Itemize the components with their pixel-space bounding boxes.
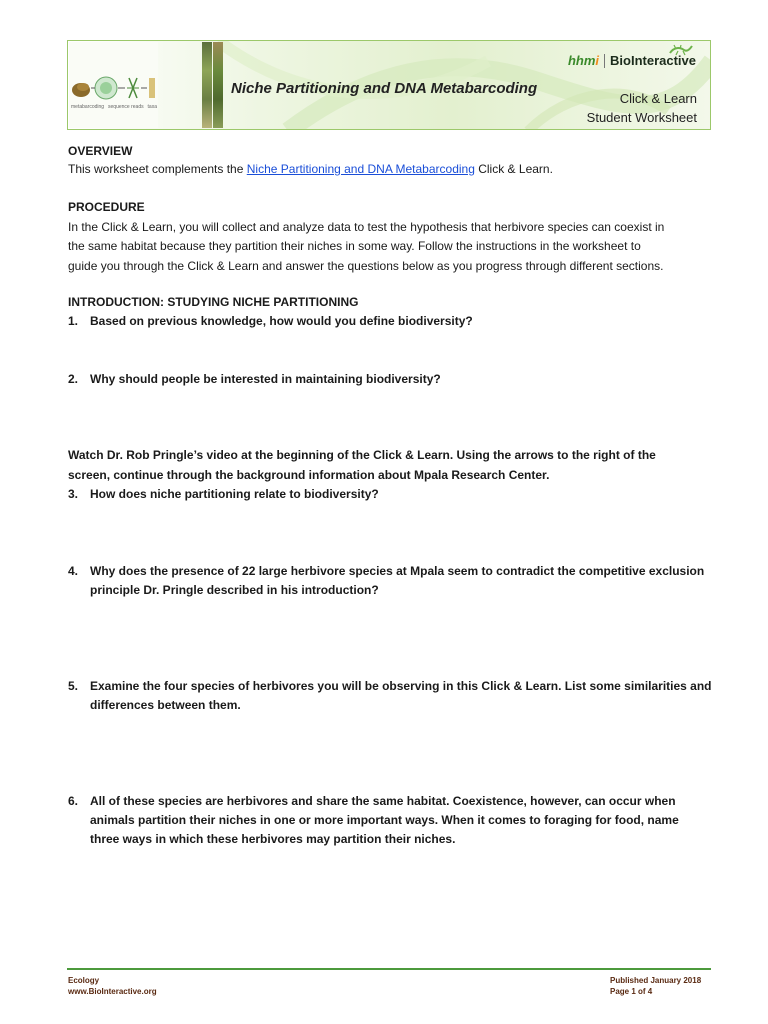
click-and-learn-link[interactable]: Niche Partitioning and DNA Metabarcoding [246,162,475,176]
footer-subject: Ecology [68,976,100,985]
footer-page-number: Page 1 of 4 [610,987,653,996]
procedure-line: the same habitat because they partition their niches in some way. Follow the instructions in the worksheet to [68,239,641,253]
question-text: Based on previous knowledge, how would you define biodiversity? [90,314,473,328]
metabarcoding-diagram-icon [69,42,158,128]
question-text: principle Dr. Pringle described in his introduction? [90,583,379,597]
logo-divider [604,54,605,68]
photo-strip [213,42,223,128]
question-number: 4. [68,564,79,578]
thumbnail-label: sequence reads [108,104,144,110]
procedure-line: In the Click & Learn, you will collect and analyze data to test the hypothesis that herbivore species can coexist in [68,220,665,234]
question-text: three ways in which these herbivores may partition their niches. [90,832,456,846]
question-number: 1. [68,314,79,328]
footer-divider [67,968,711,970]
biointeractive-logo[interactable] [568,53,696,68]
hhmi-logo-text: hhmi [567,53,600,68]
question-text: Why does the presence of 22 large herbivore species at Mpala seem to contradict the competitive exclusion [90,564,705,578]
brand-name: BioInteractive [610,53,696,68]
instruction-line: screen, continue through the background information about Mpala Research Center. [68,468,550,482]
question-number: 2. [68,372,79,386]
question-number: 3. [68,487,79,501]
question-text: Examine the four species of herbivores you will be observing in this Click & Learn. List some similarities and [90,679,712,693]
page-title: Niche Partitioning and DNA Metabarcoding [231,80,538,97]
question-number: 6. [68,794,79,808]
instruction-line: Watch Dr. Rob Pringle’s video at the beginning of the Click & Learn. Using the arrows to the right of the [68,448,656,462]
thumbnail-labels [71,104,157,110]
thumbnail-label: metabarcoding [71,104,105,110]
subtitle-line: Click & Learn [619,91,697,106]
question-text: How does niche partitioning relate to biodiversity? [90,487,379,501]
thumbnail-label: taxa [147,104,157,110]
procedure-heading: PROCEDURE [68,200,145,214]
photo-strip [202,42,212,128]
question-text: All of these species are herbivores and share the same habitat. Coexistence, however, can occur when [90,794,676,808]
footer-website-link[interactable]: www.BioInteractive.org [68,987,157,996]
banner-subtitle [587,89,697,127]
procedure-line: guide you through the Click & Learn and answer the questions below as you progress through different sections. [68,259,664,273]
footer-right [610,975,701,997]
question-number: 5. [68,679,79,693]
overview-heading: OVERVIEW [68,144,133,158]
overview-text: This worksheet complements the Niche Partitioning and DNA Metabarcoding Click & Learn. [68,162,553,176]
footer-published-date: Published January 2018 [610,976,702,985]
question-text: Why should people be interested in maintaining biodiversity? [90,372,441,386]
footer-left [68,975,157,997]
introduction-heading: INTRODUCTION: STUDYING NICHE PARTITIONING [68,295,359,309]
subtitle-line: Student Worksheet [586,110,697,125]
question-text: differences between them. [90,698,241,712]
question-text: animals partition their niches in one or more important ways. When it comes to foraging for food, name [90,813,679,827]
header-banner [67,40,711,130]
header-thumbnail [69,42,158,128]
